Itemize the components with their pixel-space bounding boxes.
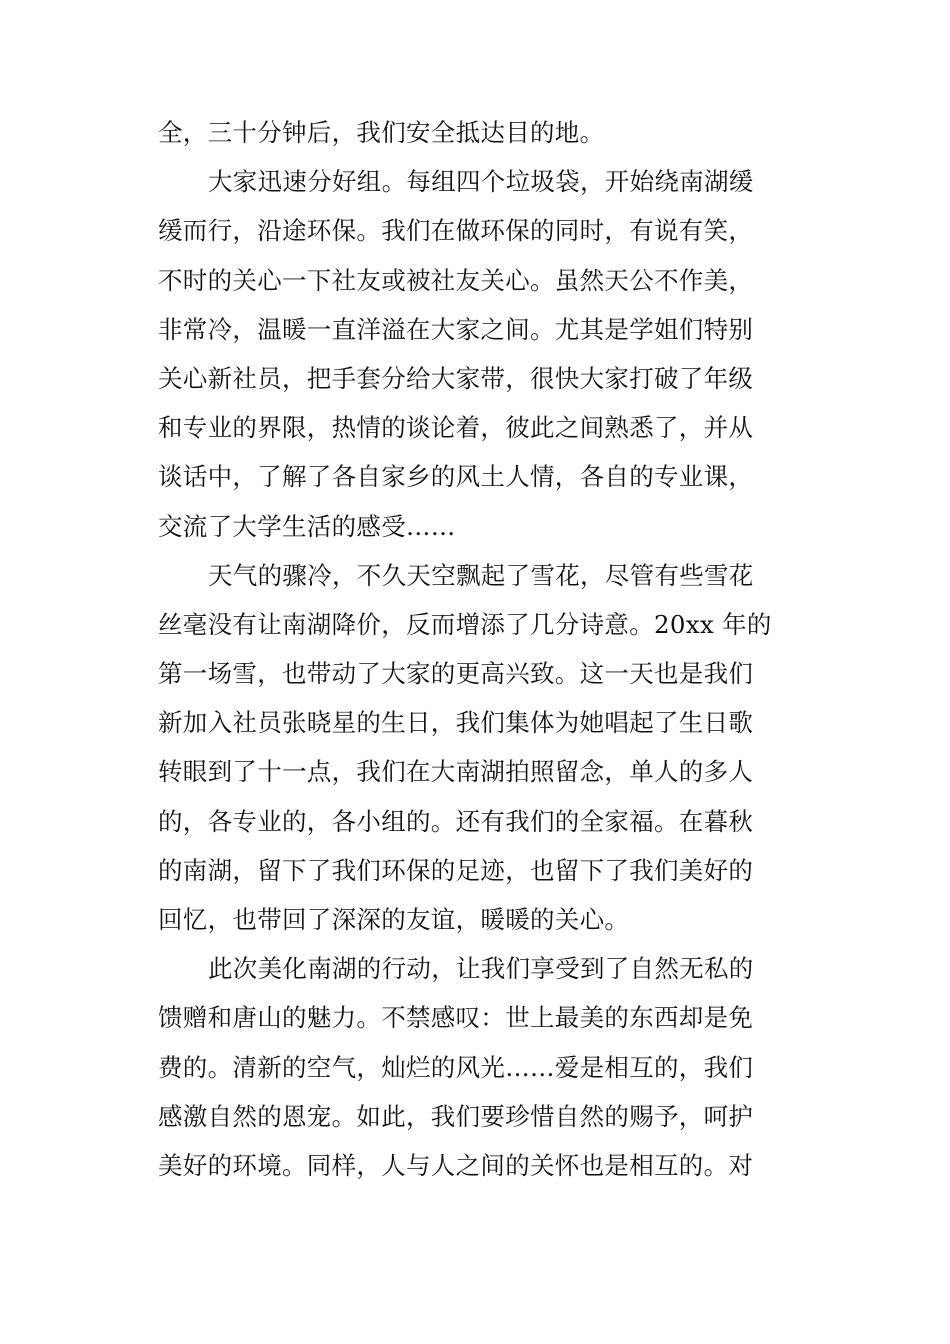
text-line: 的，各专业的，各小组的。还有我们的全家福。在暮秋 [158, 806, 754, 836]
text-line: 美好的环境。同样，人与人之间的关怀也是相互的。对 [158, 1150, 754, 1180]
text-line: 丝毫没有让南湖降价，反而增添了几分诗意。20xx 年的 [158, 609, 772, 639]
text-line: 缓而行，沿途环保。我们在做环保的同时，有说有笑， [158, 216, 754, 246]
text-line: 回忆，也带回了深深的友谊，暖暖的关心。 [158, 905, 630, 934]
text-line: 不时的关心一下社友或被社友关心。虽然天公不作美， [158, 265, 754, 295]
paragraph-first-line: 此次美化南湖的行动，让我们享受到了自然无私的 [208, 954, 754, 984]
text-line: 全，三十分钟后，我们安全抵达目的地。 [158, 118, 605, 147]
text-line: 交流了大学生活的感受…… [158, 511, 456, 541]
text-line: 和专业的界限，热情的谈论着，彼此之间熟悉了，并从 [158, 413, 754, 443]
text-line: 转眼到了十一点，我们在大南湖拍照留念，单人的多人 [158, 757, 754, 787]
text-line: 感激自然的恩宠。如此，我们要珍惜自然的赐予，呵护 [158, 1101, 754, 1131]
text-line: 的南湖，留下了我们环保的足迹，也留下了我们美好的 [158, 855, 754, 885]
text-line: 费的。清新的空气，灿烂的风光……爱是相互的，我们 [158, 1052, 754, 1082]
paragraph-first-line: 天气的骤冷，不久天空飘起了雪花，尽管有些雪花 [208, 560, 754, 590]
text-line: 非常冷，温暖一直洋溢在大家之间。尤其是学姐们特别 [158, 314, 754, 344]
text-line: 谈话中，了解了各自家乡的风土人情，各自的专业课， [158, 462, 754, 492]
text-line: 新加入社员张晓星的生日，我们集体为她唱起了生日歌 [158, 708, 754, 738]
text-line: 馈赠和唐山的魅力。不禁感叹：世上最美的东西却是免 [158, 1003, 754, 1033]
text-line: 第一场雪，也带动了大家的更高兴致。这一天也是我们 [158, 659, 754, 689]
text-line: 关心新社员，把手套分给大家带，很快大家打破了年级 [158, 363, 754, 393]
paragraph-first-line: 大家迅速分好组。每组四个垃圾袋，开始绕南湖缓 [208, 167, 754, 197]
body-text [158, 108, 778, 1190]
